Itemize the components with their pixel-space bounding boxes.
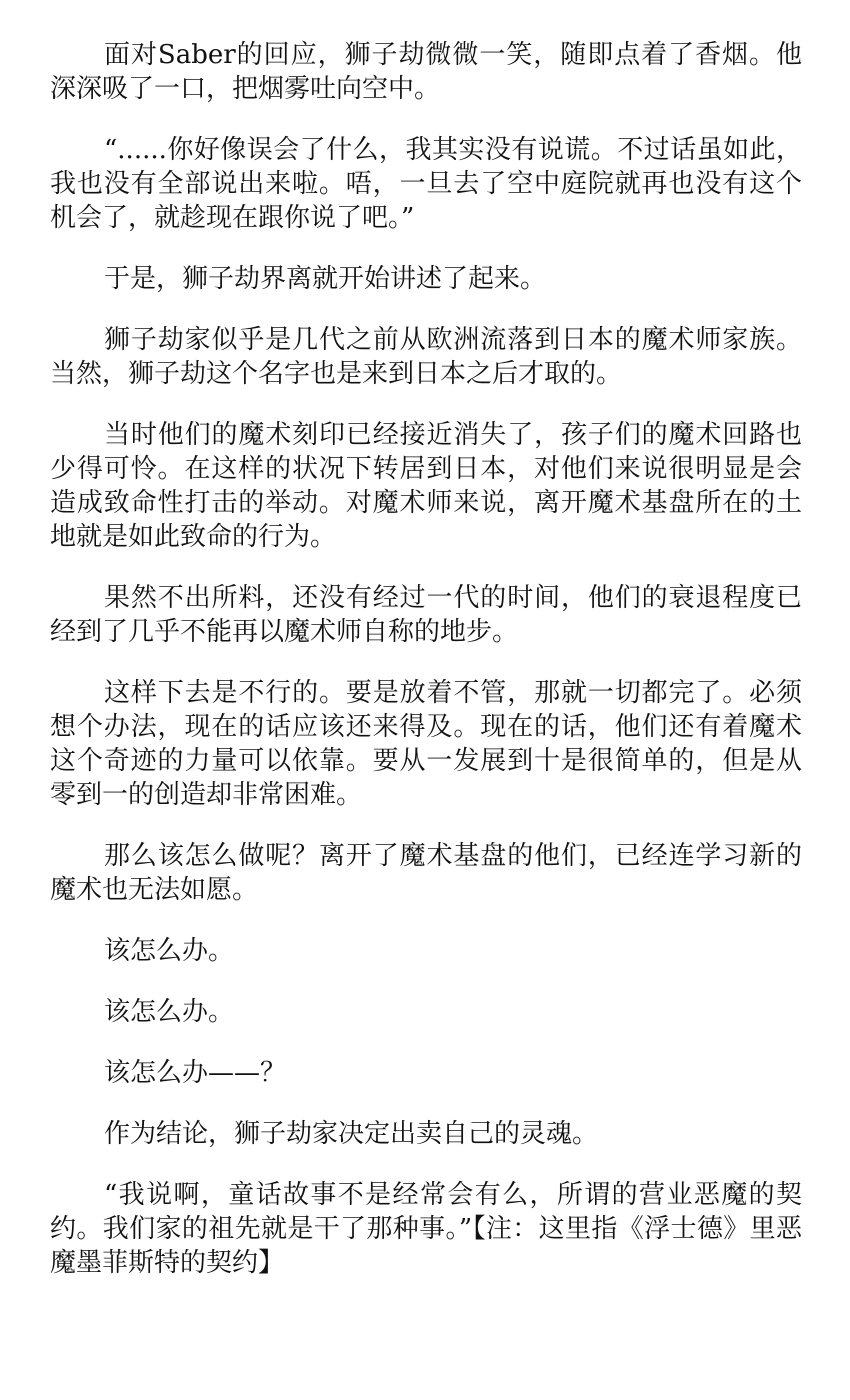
paragraph: 当时他们的魔术刻印已经接近消失了，孩子们的魔术回路也少得可怜。在这样的状况下转居到日本，对他们来说很明显是会造成致命性打击的举动。对魔术师来说，离开魔术基盘所在的土地就是如此致命的行为。 xyxy=(50,420,802,552)
paragraph: 果然不出所料，还没有经过一代的时间，他们的衰退程度已经到了几乎不能再以魔术师自称的地步。 xyxy=(50,583,802,647)
paragraph: “......你好像误会了什么，我其实没有说谎。不过话虽如此，我也没有全部说出来啦。唔，一旦去了空中庭院就再也没有这个机会了，就趁现在跟你说了吧。” xyxy=(50,135,802,233)
paragraph: 狮子劫家似乎是几代之前从欧洲流落到日本的魔术师家族。当然，狮子劫这个名字也是来到日本之后才取的。 xyxy=(50,325,802,389)
paragraph: 该怎么办——？ xyxy=(104,1058,287,1088)
paragraph: 于是，狮子劫界离就开始讲述了起来。 xyxy=(104,264,547,294)
document-page xyxy=(50,38,802,1307)
paragraph: “我说啊，童话故事不是经常会有么，所谓的营业恶魔的契约。我们家的祖先就是干了那种事。”【注：这里指《浮士德》里恶魔墨菲斯特的契约】 xyxy=(50,1180,802,1278)
paragraph: 面对Saber的回应，狮子劫微微一笑，随即点着了香烟。他深深吸了一口，把烟雾吐向空中。 xyxy=(50,40,802,104)
paragraph: 那么该怎么做呢？离开了魔术基盘的他们，已经连学习新的魔术也无法如愿。 xyxy=(50,841,802,905)
paragraph: 该怎么办。 xyxy=(104,997,235,1027)
paragraph: 该怎么办。 xyxy=(104,936,235,966)
paragraph: 作为结论，狮子劫家决定出卖自己的灵魂。 xyxy=(104,1119,599,1149)
paragraph: 这样下去是不行的。要是放着不管，那就一切都完了。必须想个办法，现在的话应该还来得及。现在的话，他们还有着魔术这个奇迹的力量可以依靠。要从一发展到十是很简单的，但是从零到一的创造却非常困难。 xyxy=(50,678,802,810)
